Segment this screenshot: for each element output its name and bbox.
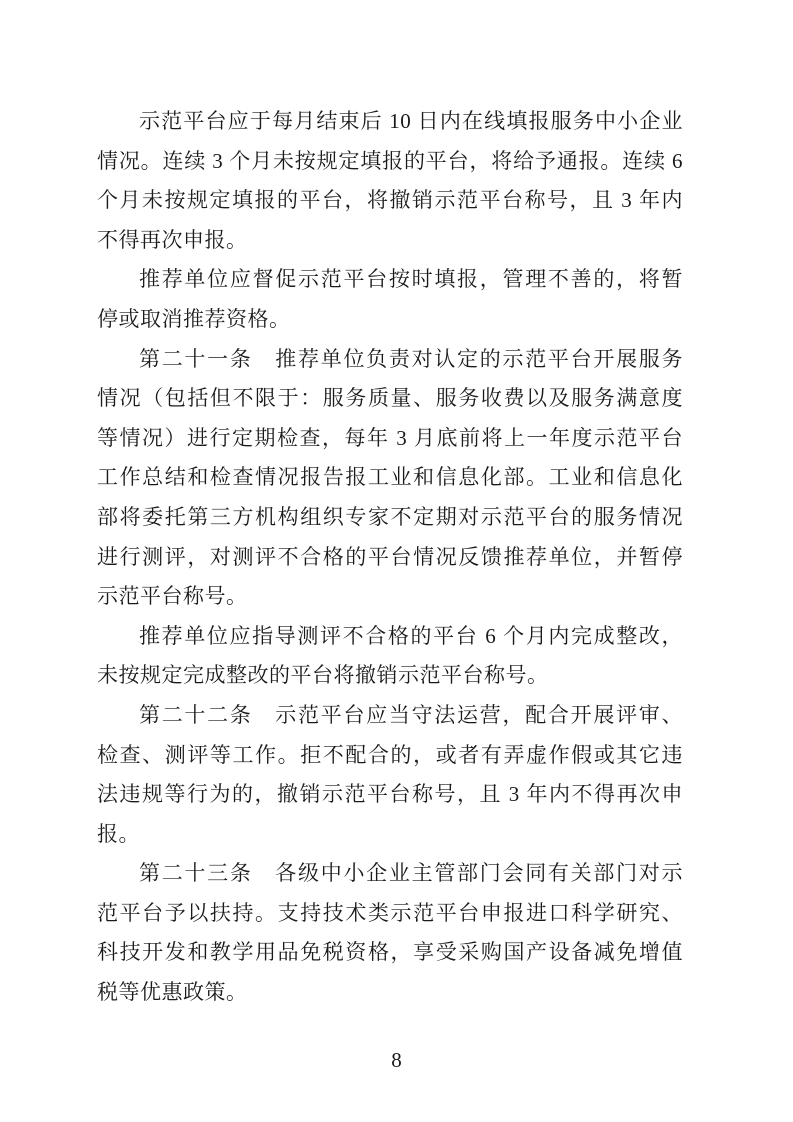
- paragraph: [97, 340, 683, 617]
- text-line: 停或取消推荐资格。: [97, 306, 291, 331]
- text-line: 情况。连续 3 个月未按规定填报的平台，将给予通报。连续 6: [97, 148, 683, 173]
- paragraph: [97, 696, 683, 854]
- text-line: 推荐单位应指导测评不合格的平台 6 个月内完成整改，: [139, 623, 683, 648]
- text-line: 第二十一条 推荐单位负责对认定的示范平台开展服务: [139, 346, 683, 371]
- text-line: 工作总结和检查情况报告报工业和信息化部。工业和信息化: [97, 465, 683, 490]
- text-line: 第二十三条 各级中小企业主管部门会同有关部门对示: [139, 861, 683, 886]
- text-line: 第二十二条 示范平台应当守法运营，配合开展评审、: [139, 702, 683, 727]
- text-line: 进行测评，对测评不合格的平台情况反馈推荐单位，并暂停: [97, 544, 683, 569]
- text-line: 示范平台应于每月结束后 10 日内在线填报服务中小企业: [139, 109, 683, 133]
- paragraph: [97, 617, 683, 696]
- text-line: 税等优惠政策。: [97, 980, 248, 1005]
- text-line: 报。: [97, 821, 140, 846]
- text-line: 范平台予以扶持。支持技术类示范平台申报进口科学研究、: [97, 900, 683, 925]
- text-line: 示范平台称号。: [97, 584, 248, 609]
- text-line: 检查、测评等工作。拒不配合的，或者有弄虚作假或其它违: [97, 742, 683, 767]
- paragraph: [97, 260, 683, 339]
- text-line: 个月未按规定填报的平台，将撤销示范平台称号，且 3 年内: [97, 188, 683, 213]
- text-line: 科技开发和教学用品免税资格，享受采购国产设备减免增值: [97, 940, 683, 965]
- text-line: 部将委托第三方机构组织专家不定期对示范平台的服务情况: [97, 504, 683, 529]
- paragraph: [97, 102, 683, 260]
- text-line: 不得再次申报。: [97, 227, 248, 252]
- document-body: [97, 102, 683, 1013]
- text-line: 未按规定完成整改的平台将撤销示范平台称号。: [97, 663, 549, 688]
- page-number: 8: [391, 1048, 402, 1072]
- text-line: 法违规等行为的，撤销示范平台称号，且 3 年内不得再次申: [97, 782, 683, 807]
- text-line: 推荐单位应督促示范平台按时填报，管理不善的，将暂: [139, 267, 683, 292]
- text-line: 等情况）进行定期检查，每年 3 月底前将上一年度示范平台: [97, 425, 683, 450]
- paragraph: [97, 854, 683, 1012]
- text-line: 情况（包括但不限于：服务质量、服务收费以及服务满意度: [97, 386, 683, 411]
